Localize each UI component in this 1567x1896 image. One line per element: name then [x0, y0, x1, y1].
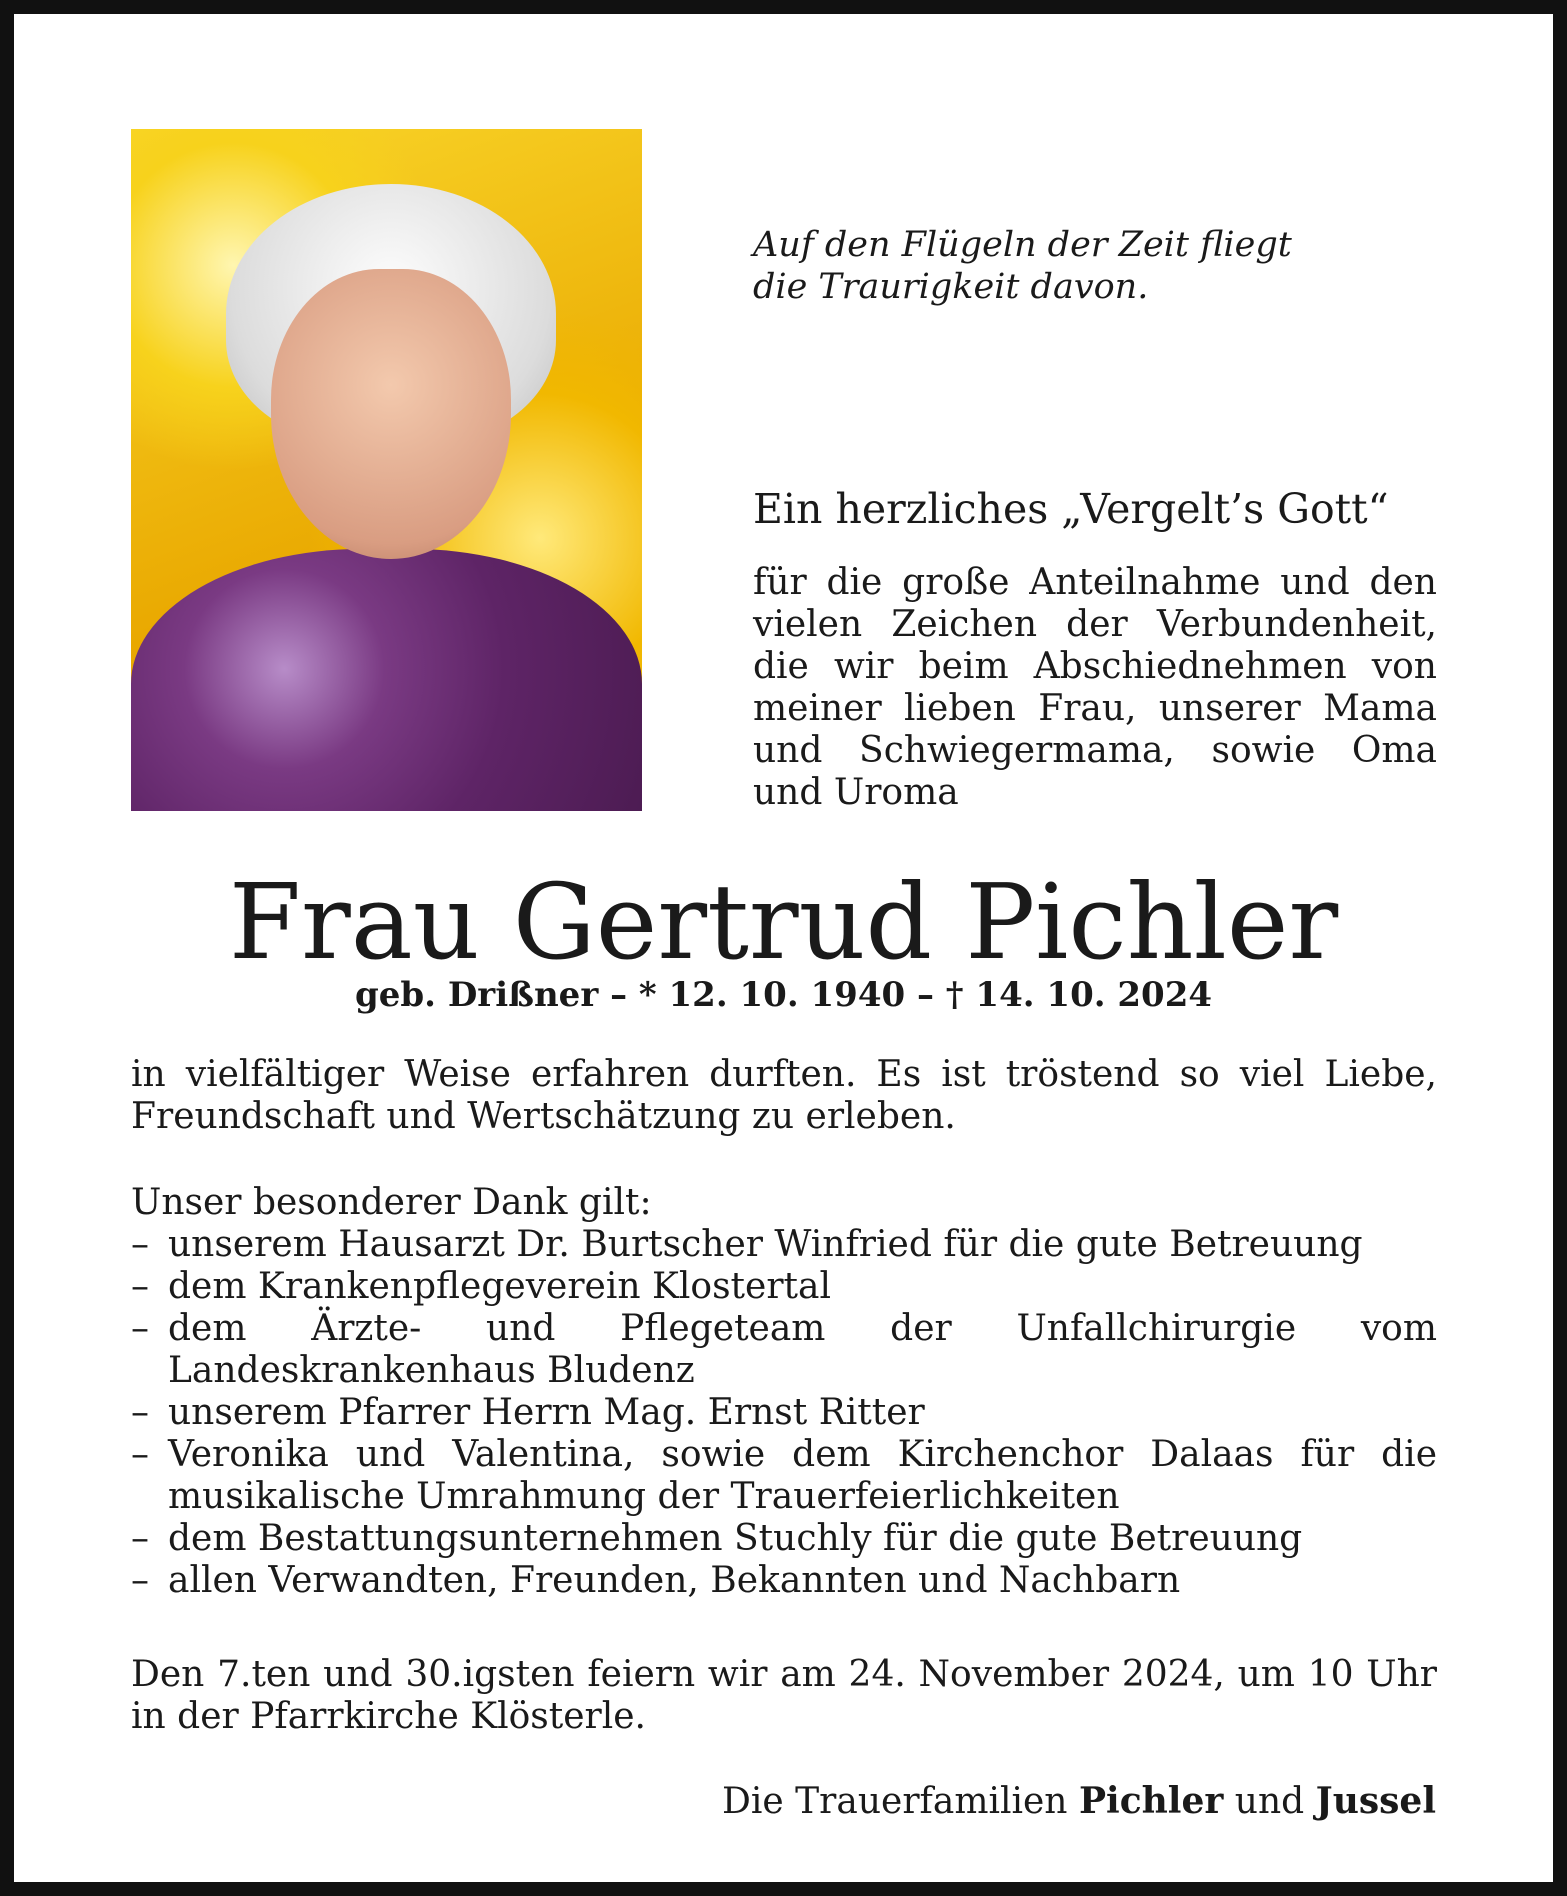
continuation-paragraph: in vielfältiger Weise erfahren durften. Es ist tröstend so viel Liebe, Freundschaft und Wertschätzung zu erleben.	[131, 1054, 1437, 1137]
dash: –	[131, 1266, 149, 1307]
list-item	[131, 1308, 1437, 1392]
portrait-clothing	[131, 549, 642, 811]
dash: –	[131, 1560, 149, 1601]
list-item-text: unserem Hausarzt Dr. Burtscher Winfried für die gute Betreuung	[168, 1224, 1363, 1265]
portrait-photo	[131, 129, 642, 811]
list-item	[131, 1434, 1437, 1518]
quote-line: Auf den Flügeln der Zeit fliegt	[753, 225, 1292, 265]
dash: –	[131, 1434, 149, 1475]
dash: –	[131, 1224, 149, 1265]
thanks-heading: Ein herzliches „Vergelt’s Gott“	[753, 485, 1389, 533]
portrait-face	[271, 269, 511, 559]
signature	[722, 1780, 1436, 1823]
dank-list	[131, 1224, 1437, 1602]
dank-heading: Unser besonderer Dank gilt:	[131, 1182, 652, 1223]
family-name-1: Pichler	[1078, 1780, 1224, 1822]
list-item	[131, 1266, 1437, 1308]
dash: –	[131, 1518, 149, 1559]
memorial-service-paragraph: Den 7.ten und 30.igsten feiern wir am 24. November 2024, um 10 Uhr in der Pfarrkirche Klösterle.	[131, 1654, 1437, 1737]
list-item	[131, 1560, 1437, 1602]
list-item-text: unserem Pfarrer Herrn Mag. Ernst Ritter	[168, 1392, 925, 1433]
list-item-text: dem Ärzte- und Pflegeteam der Unfallchirurgie vom Landeskrankenhaus Bludenz	[168, 1308, 1437, 1391]
deceased-name: Frau Gertrud Pichler	[228, 861, 1339, 983]
family-name-2: Jussel	[1315, 1780, 1436, 1822]
list-item-text: dem Bestattungsunternehmen Stuchly für die gute Betreuung	[168, 1518, 1303, 1559]
list-item	[131, 1392, 1437, 1434]
intro-paragraph: für die große Anteilnahme und den vielen Zeichen der Verbundenheit, die wir beim Abschiednehmen von meiner lieben Frau, unserer Mama und Schwiegermama, sowie Oma und Uroma	[753, 562, 1437, 813]
dash: –	[131, 1392, 149, 1433]
list-item-text: dem Krankenpflegeverein Klostertal	[168, 1266, 831, 1307]
quote	[753, 224, 1292, 308]
list-item-text: Veronika und Valentina, sowie dem Kirchenchor Dalaas für die musikalische Umrahmung der Trauerfeierlichkeiten	[168, 1434, 1437, 1517]
quote-line: die Traurigkeit davon.	[753, 267, 1149, 307]
list-item	[131, 1518, 1437, 1560]
signature-and: und	[1234, 1781, 1305, 1822]
list-item-text: allen Verwandten, Freunden, Bekannten und Nachbarn	[168, 1560, 1181, 1601]
list-item	[131, 1224, 1437, 1266]
dash: –	[131, 1308, 149, 1349]
birth-death-dates: geb. Drißner – * 12. 10. 1940 – † 14. 10. 2024	[354, 975, 1213, 1015]
signature-prefix: Die Trauerfamilien	[722, 1781, 1068, 1822]
